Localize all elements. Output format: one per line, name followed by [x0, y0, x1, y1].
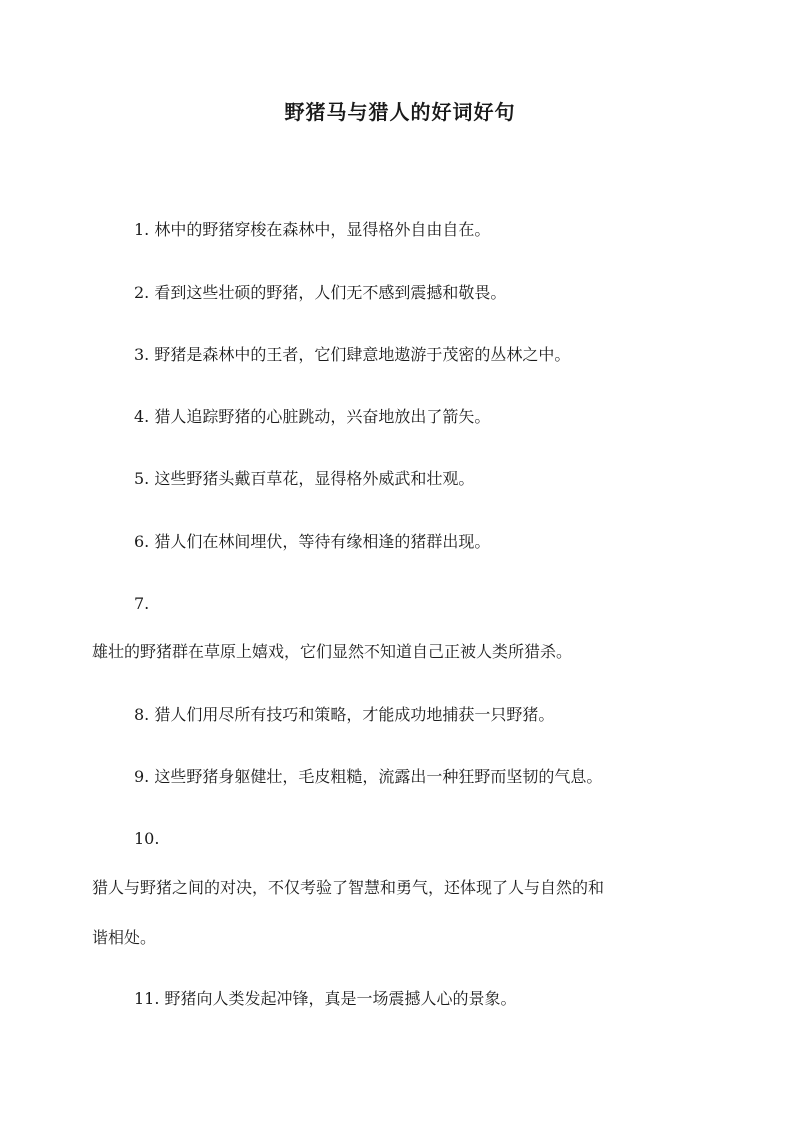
list-item-9: 9. 这些野猪身躯健壮，毛皮粗糙，流露出一种狂野而坚韧的气息。: [134, 767, 603, 786]
list-item-4: 4. 猎人追踪野猪的心脏跳动，兴奋地放出了箭矢。: [134, 407, 491, 426]
list-item-5: 5. 这些野猪头戴百草花，显得格外威武和壮观。: [134, 469, 475, 488]
list-item-10-text-line2: 谐相处。: [92, 928, 157, 947]
document-title: 野猪马与猎人的好词好句: [284, 100, 516, 124]
list-item-6: 6. 猎人们在林间埋伏，等待有缘相逢的猪群出现。: [134, 532, 491, 551]
list-item-7-text: 雄壮的野猪群在草原上嬉戏，它们显然不知道自己正被人类所猎杀。: [92, 642, 573, 661]
list-item-1: 1. 林中的野猪穿梭在森林中，显得格外自由自在。: [134, 220, 491, 239]
list-item-2: 2. 看到这些壮硕的野猪，人们无不感到震撼和敬畏。: [134, 283, 507, 302]
list-item-7-number: 7.: [134, 594, 150, 613]
list-item-10-number: 10.: [134, 829, 160, 848]
list-item-3: 3. 野猪是森林中的王者，它们肆意地遨游于茂密的丛林之中。: [134, 345, 571, 364]
list-item-10-text-line1: 猎人与野猪之间的对决，不仅考验了智慧和勇气，还体现了人与自然的和: [92, 878, 605, 897]
list-item-11: 11. 野猪向人类发起冲锋，真是一场震撼人心的景象。: [134, 989, 517, 1008]
list-item-8: 8. 猎人们用尽所有技巧和策略，才能成功地捕获一只野猪。: [134, 705, 555, 724]
